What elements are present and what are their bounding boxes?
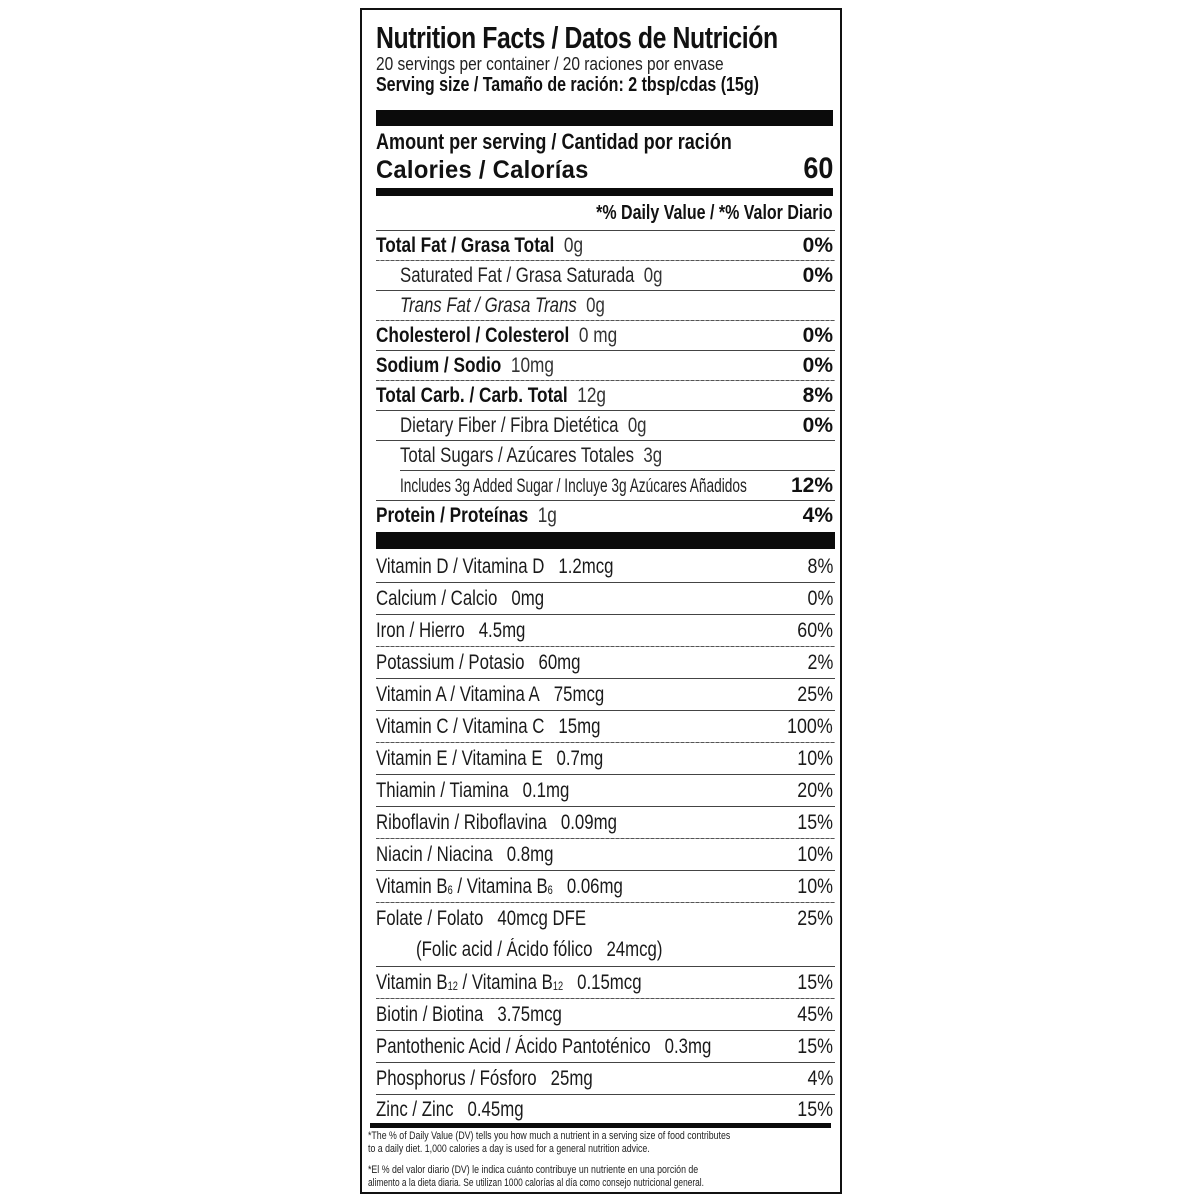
nutrient-name: Includes 3g Added Sugar / Incluye 3g Azúcares Añadidos (400, 476, 747, 497)
vitamin-dv: 60% (797, 619, 833, 642)
vitamin-name: Vitamin D / Vitamina D (376, 555, 545, 578)
subscript: 6 (447, 885, 453, 898)
vitamin-amount: 1.2mcg (558, 555, 614, 578)
vitamin-name: Zinc / Zinc (376, 1098, 454, 1121)
vitamin-name: Vitamin B (376, 875, 448, 898)
vitamin-name: Vitamin B (376, 971, 448, 994)
vitamin-name: Calcium / Calcio (376, 587, 498, 610)
vitamin-dv: 45% (797, 1003, 833, 1026)
vitamin-dv: 10% (797, 843, 833, 866)
vitamin-row-vitamin-b6 (376, 871, 835, 902)
subscript: 6 (547, 885, 553, 898)
vitamin-row-vitamin-d (376, 551, 835, 582)
vitamin-row-biotin (376, 999, 835, 1030)
footnote-spanish (368, 1164, 828, 1190)
vitamin-name-es: / Vitamina B (457, 971, 553, 994)
vitamin-name: Phosphorus / Fósforo (376, 1067, 537, 1090)
folic-acid-subline: (Folic acid / Ácido fólico 24mcg) (416, 938, 663, 961)
nutrient-row-cholesterol (376, 321, 835, 351)
vitamin-amount: 40mcg DFE (497, 907, 587, 930)
nutrient-name: Protein / Proteínas (376, 504, 529, 527)
nutrient-row-saturated-fat (376, 261, 835, 291)
vitamin-dv: 8% (807, 555, 833, 578)
subscript: 12 (447, 981, 458, 994)
vitamin-row-niacin (376, 839, 835, 870)
calories-value-text: 60 (802, 152, 833, 185)
vitamin-name: Potassium / Potasio (376, 651, 525, 674)
vitamin-name-es: / Vitamina B (452, 875, 548, 898)
vitamin-row-folate (376, 903, 835, 934)
calories-label (376, 156, 600, 185)
nutrient-name: Cholesterol / Colesterol (376, 324, 570, 347)
nutrient-amount: 0g (627, 414, 647, 437)
vitamin-row-vitamin-e (376, 743, 835, 774)
vitamin-dv: 2% (807, 651, 833, 674)
vitamin-name: Vitamin C / Vitamina C (376, 715, 545, 738)
vitamin-dv: 10% (797, 747, 833, 770)
vitamin-amount: 0.3mg (664, 1035, 712, 1058)
nutrient-row-dietary-fiber (376, 411, 835, 441)
vitamin-row-pantothenic-acid (376, 1031, 835, 1062)
vitamin-amount: 0.15mcg (577, 971, 642, 994)
nutrient-row-total-sugars (376, 441, 835, 471)
vitamin-dv: 4% (807, 1067, 833, 1090)
vitamin-row-thiamin (376, 775, 835, 806)
daily-value-header-text: *% Daily Value / *% Valor Diario (596, 202, 833, 224)
nutrient-row-total-fat (376, 231, 835, 261)
vitamin-amount: 0.09mg (560, 811, 617, 834)
vitamin-dv: 15% (797, 1098, 833, 1121)
footnote-spanish-line1: *El % del valor diario (DV) le indica cuánto contribuye un nutriente en una porción de (368, 1164, 699, 1176)
nutrient-row-protein (376, 501, 835, 531)
footnote-english-line1: *The % of Daily Value (DV) tells you how much a nutrient in a serving size of food contributes (368, 1130, 731, 1142)
vitamin-amount: 0.8mg (506, 843, 554, 866)
nutrient-name: Dietary Fiber / Fibra Dietética (400, 414, 619, 437)
vitamin-dv: 20% (797, 779, 833, 802)
vitamin-amount: 0.1mg (522, 779, 570, 802)
vitamin-dv: 0% (807, 587, 833, 610)
nutrient-amount: 12g (577, 384, 606, 407)
nutrient-dv: 8% (802, 384, 833, 407)
nutrient-row-added-sugars (376, 471, 835, 501)
vitamin-amount: 0.7mg (556, 747, 604, 770)
vitamin-dv: 15% (797, 971, 833, 994)
vitamin-name: Riboflavin / Riboflavina (376, 811, 547, 834)
vitamin-name: Iron / Hierro (376, 619, 465, 642)
nutrition-facts-label (360, 8, 842, 1194)
medium-divider (376, 188, 833, 196)
vitamin-amount: 25mg (550, 1067, 593, 1090)
nutrient-name: Total Sugars / Azúcares Totales (400, 444, 635, 467)
footnote-spanish-line2: alimento a la dieta diaria. Se utilizan 1000 calorías al día como consejo nutricional general. (368, 1177, 705, 1189)
nutrient-row-sodium (376, 351, 835, 381)
vitamin-dv: 100% (787, 715, 833, 738)
vitamin-amount: 0mg (511, 587, 545, 610)
nutrient-dv: 0% (802, 264, 833, 287)
nutrient-amount: 1g (537, 504, 557, 527)
vitamin-amount: 0.45mg (467, 1098, 524, 1121)
vitamin-amount: 60mg (538, 651, 581, 674)
vitamin-amount: 3.75mcg (497, 1003, 562, 1026)
nutrient-dv: 4% (802, 504, 833, 527)
daily-value-header (537, 202, 833, 225)
thick-divider (376, 110, 833, 126)
vitamin-row-iron (376, 615, 835, 646)
vitamin-amount: 75mcg (553, 683, 605, 706)
nutrient-amount: 10mg (510, 354, 554, 377)
vitamin-name: Vitamin E / Vitamina E (376, 747, 543, 770)
nutrient-row-total-carb (376, 381, 835, 411)
label-title (376, 20, 878, 56)
vitamin-row-vitamin-a (376, 679, 835, 710)
vitamin-dv: 25% (797, 683, 833, 706)
servings-text: 20 servings per container / 20 raciones por envase (376, 54, 724, 74)
subscript: 12 (552, 981, 564, 994)
amount-per-serving-text: Amount per serving / Cantidad por ración (376, 129, 732, 154)
vitamin-row-zinc (376, 1095, 835, 1125)
vitamin-dv: 25% (797, 907, 833, 930)
vitamin-name: Folate / Folato (376, 907, 484, 930)
nutrient-row-trans-fat (376, 291, 835, 321)
servings-per-container (376, 54, 780, 75)
vitamin-row-calcium (376, 583, 835, 614)
vitamin-name: Pantothenic Acid / Ácido Pantoténico (376, 1035, 651, 1058)
vitamin-amount: 4.5mg (478, 619, 526, 642)
footnote-english-line2: to a daily diet. 1,000 calories a day is used for a general nutrition advice. (368, 1143, 650, 1155)
title-text: Nutrition Facts / Datos de Nutrición (376, 20, 778, 55)
nutrient-amount: 0g (586, 294, 605, 317)
nutrient-dv: 0% (802, 354, 833, 377)
vitamin-dv: 15% (797, 1035, 833, 1058)
vitamin-row-vitamin-b12 (376, 967, 835, 998)
serving-size-text: Serving size / Tamaño de ración: 2 tbsp/cdas (15g) (376, 74, 759, 96)
nutrient-dv: 0% (802, 414, 833, 437)
vitamin-row-riboflavin (376, 807, 835, 838)
nutrient-name: Trans Fat / Grasa Trans (400, 294, 577, 317)
vitamin-row-vitamin-c (376, 711, 835, 742)
calories-label-text: Calories / Calorías (376, 156, 589, 184)
nutrient-amount: 3g (643, 444, 663, 467)
footnote-english (368, 1130, 828, 1156)
nutrient-name: Total Fat / Grasa Total (376, 234, 555, 257)
amount-per-serving (376, 129, 810, 155)
vitamin-row-potassium (376, 647, 835, 678)
bottom-divider (370, 1123, 831, 1128)
vitamin-name: Niacin / Niacina (376, 843, 493, 866)
vitamin-dv: 15% (797, 811, 833, 834)
nutrient-name: Saturated Fat / Grasa Saturada (400, 264, 635, 287)
nutrient-amount: 0g (563, 234, 584, 257)
vitamin-name: Biotin / Biotina (376, 1003, 484, 1026)
vitamin-amount: 15mg (558, 715, 601, 738)
vitamin-name: Vitamin A / Vitamina A (376, 683, 540, 706)
thick-divider (376, 532, 835, 549)
vitamin-dv: 10% (797, 875, 833, 898)
calories-value (800, 152, 833, 186)
vitamin-row-folic-acid (376, 934, 835, 965)
nutrient-amount: 0g (643, 264, 663, 287)
vitamin-name: Thiamin / Tiamina (376, 779, 509, 802)
vitamin-row-phosphorus (376, 1063, 835, 1094)
serving-size (376, 74, 855, 97)
nutrient-name: Sodium / Sodio (376, 354, 502, 377)
nutrient-dv: 12% (790, 474, 833, 497)
nutrient-amount: 0 mg (578, 324, 618, 347)
nutrient-dv: 0% (802, 324, 833, 347)
vitamin-amount: 0.06mg (566, 875, 623, 898)
nutrient-name: Total Carb. / Carb. Total (376, 384, 568, 407)
nutrient-dv: 0% (802, 234, 833, 257)
